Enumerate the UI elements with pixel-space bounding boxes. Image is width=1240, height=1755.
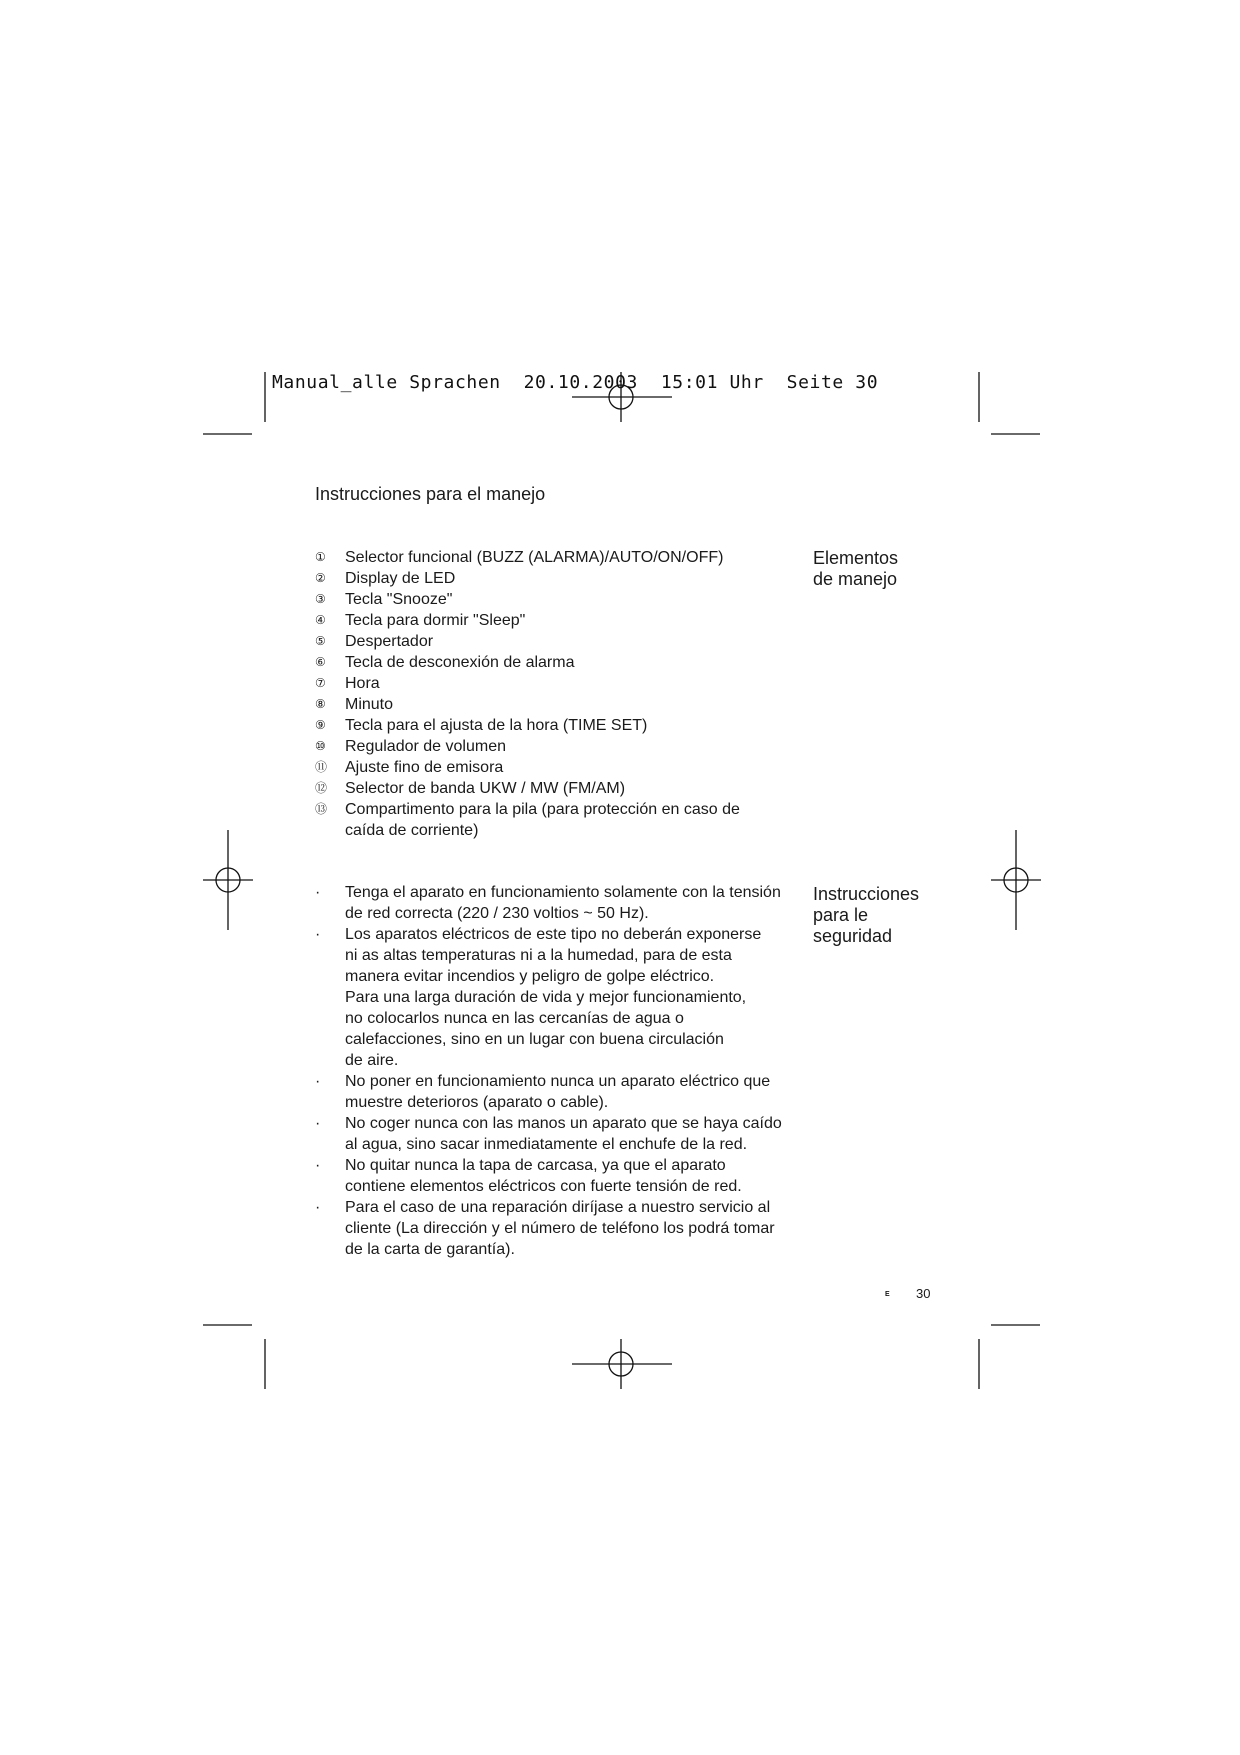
item-number: ⑨ (315, 718, 326, 732)
item-text: Tecla para el ajusta de la hora (TIME SET) (345, 717, 648, 734)
controls-list (315, 547, 740, 841)
page-number: 30 (916, 1286, 931, 1301)
list-item (315, 694, 740, 715)
item-text: Tecla para dormir "Sleep" (345, 612, 526, 629)
item-text: No coger nunca con las manos un aparato que se haya caído al agua, sino sacar inmediatamente el enchufe de la red. (345, 1115, 782, 1153)
list-item (315, 1113, 782, 1155)
bullet: · (315, 1199, 321, 1216)
section-label-safety: Instrucciones para le seguridad (813, 884, 920, 946)
safety-list (315, 882, 782, 1260)
item-number: ⑦ (315, 676, 326, 690)
item-number: ③ (315, 592, 326, 606)
section-label-controls: Elementos de manejo (813, 548, 899, 589)
item-text: No poner en funcionamiento nunca un aparato eléctrico que muestre deterioros (aparato o cable). (345, 1073, 771, 1111)
item-text: Para el caso de una reparación diríjase a nuestro servicio al cliente (La dirección y el número de teléfono los podrá tomar de la carta de garantía). (345, 1199, 775, 1258)
list-item (315, 715, 740, 736)
item-text: Regulador de volumen (345, 738, 506, 755)
item-text: Compartimento para la pila (para protección en caso de caída de corriente) (345, 801, 740, 839)
item-number: ⑥ (315, 655, 326, 669)
item-text: Selector funcional (BUZZ (ALARMA)/AUTO/ON/OFF) (345, 549, 724, 566)
list-item (315, 1071, 782, 1113)
list-item (315, 673, 740, 694)
item-text: Hora (345, 675, 380, 692)
language-code: E (885, 1291, 890, 1298)
item-number: ⑪ (315, 760, 328, 774)
list-item (315, 610, 740, 631)
item-number: ⑧ (315, 697, 326, 711)
item-text: Selector de banda UKW / MW (FM/AM) (345, 780, 626, 797)
list-item (315, 568, 740, 589)
item-text: Minuto (345, 696, 394, 713)
list-item (315, 631, 740, 652)
list-item (315, 1197, 782, 1260)
item-number: ① (315, 550, 326, 564)
list-item (315, 652, 740, 673)
item-text: Ajuste fino de emisora (345, 759, 504, 776)
print-slug: Manual_alle Sprachen 20.10.2003 15:01 Uhr Seite 30 (272, 372, 879, 393)
list-item (315, 736, 740, 757)
item-number: ⑬ (315, 802, 328, 816)
bullet: · (315, 1157, 321, 1174)
list-item (315, 757, 740, 778)
item-text: Los aparatos eléctricos de este tipo no deberán exponerse ni as altas temperaturas ni a la humedad, para de esta manera evitar incendios y peligro de golpe eléctrico. Para una larga duración de vida y mejor funcionamiento, no colocarlos nunca en las cercanías de agua o calefacciones, sino en un lugar con buena circulación de aire. (345, 926, 762, 1069)
bullet: · (315, 884, 321, 901)
page-title: Instrucciones para el manejo (315, 484, 546, 504)
list-item (315, 547, 740, 568)
bullet: · (315, 926, 321, 943)
item-text: Tecla de desconexión de alarma (345, 654, 575, 671)
bullet: · (315, 1073, 321, 1090)
item-number: ⑫ (315, 781, 328, 795)
list-item (315, 778, 740, 799)
item-text: No quitar nunca la tapa de carcasa, ya que el aparato contiene elementos eléctricos con fuerte tensión de red. (345, 1157, 742, 1195)
list-item (315, 1155, 782, 1197)
item-number: ⑤ (315, 634, 326, 648)
list-item (315, 882, 782, 924)
item-text: Tecla "Snooze" (345, 591, 453, 608)
item-text: Despertador (345, 633, 434, 650)
item-number: ④ (315, 613, 326, 627)
item-text: Display de LED (345, 570, 456, 587)
item-text: Tenga el aparato en funcionamiento solamente con la tensión de red correcta (220 / 230 voltios ~ 50 Hz). (345, 884, 781, 922)
bullet: · (315, 1115, 321, 1132)
list-item (315, 589, 740, 610)
list-item (315, 799, 740, 841)
item-number: ⑩ (315, 739, 326, 753)
item-number: ② (315, 571, 326, 585)
list-item (315, 924, 782, 1071)
